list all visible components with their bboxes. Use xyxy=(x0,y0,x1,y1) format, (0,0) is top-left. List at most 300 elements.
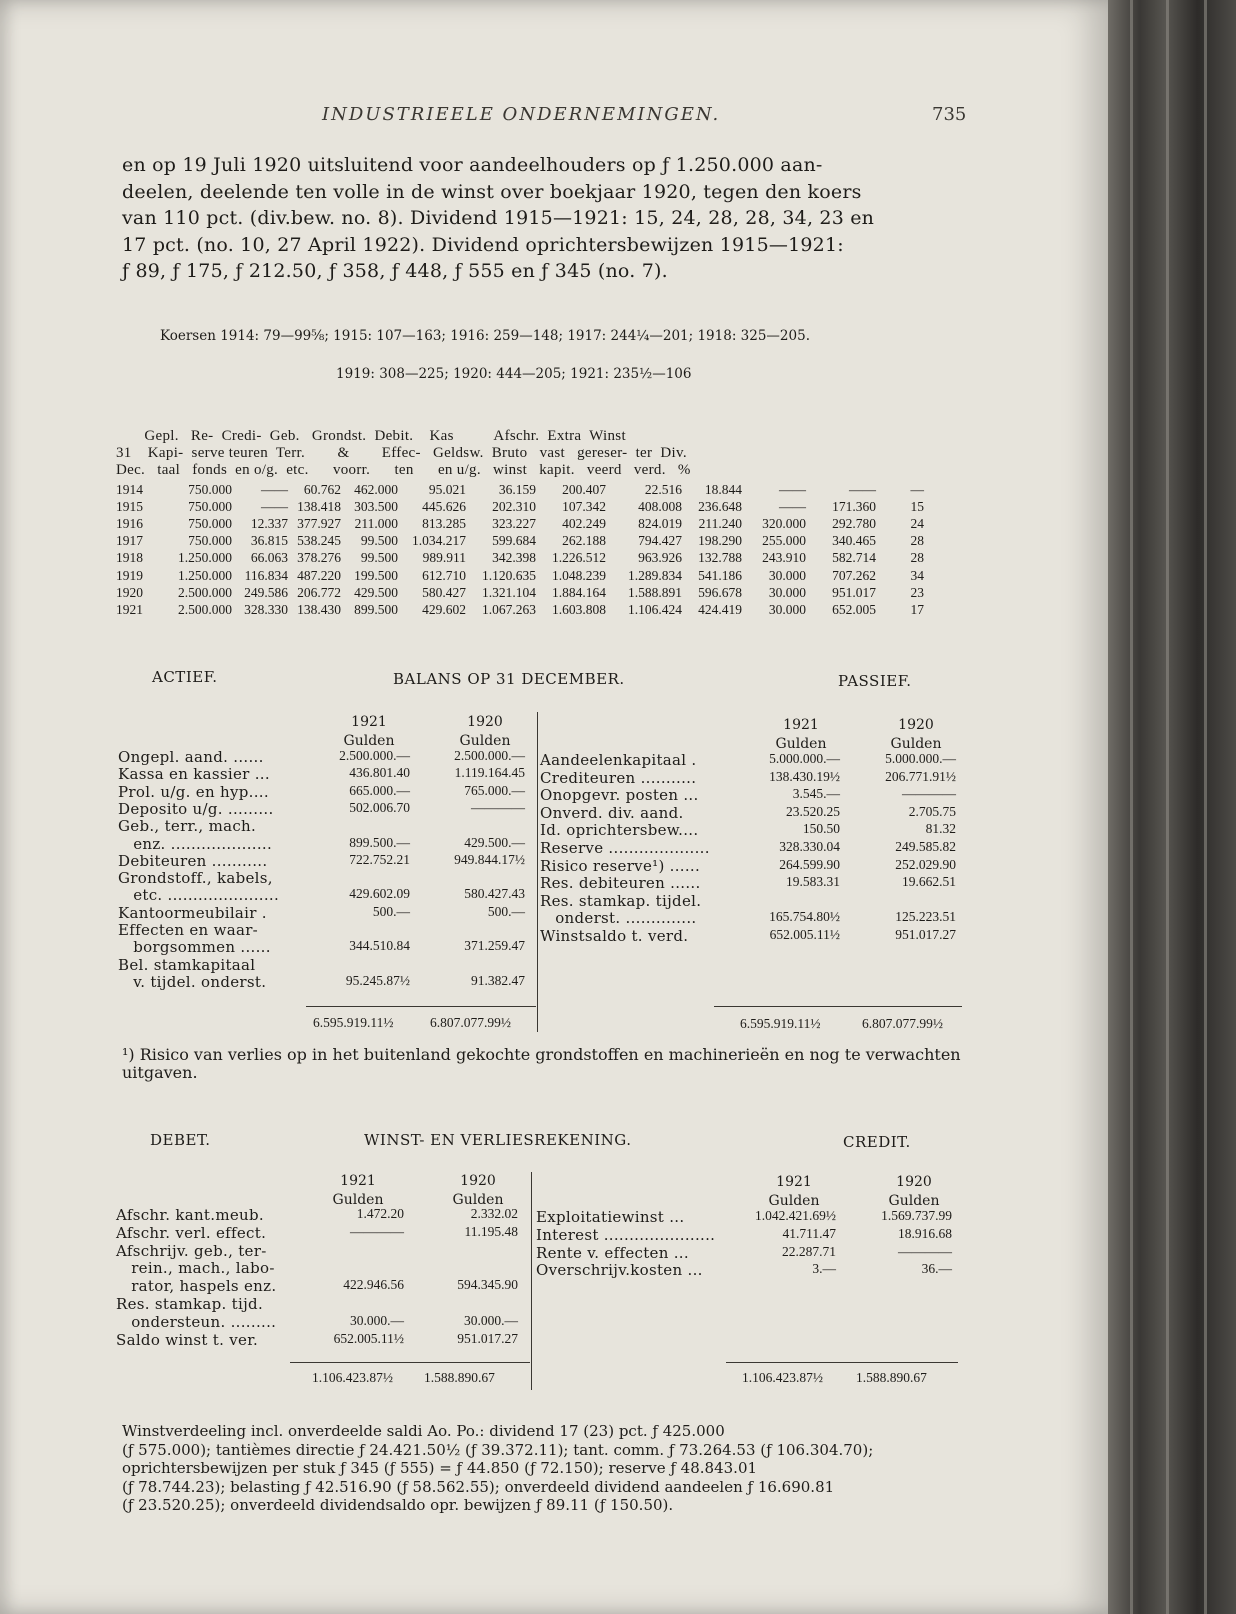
col-year-label: 1921 xyxy=(340,1173,376,1189)
ledger-amount: ———— xyxy=(471,799,525,815)
table-cell: 429.500 xyxy=(354,584,398,600)
ledger-amount: 150.50 xyxy=(802,821,840,837)
col-year-label: 1921 xyxy=(351,714,387,730)
table-cell: 171.360 xyxy=(832,499,876,515)
table-cell: 340.465 xyxy=(832,533,876,549)
table-cell: 243.910 xyxy=(762,550,806,566)
table-cell: 12.337 xyxy=(250,516,288,532)
table-cell: 28 xyxy=(910,550,924,566)
table-cell: 107.342 xyxy=(562,499,606,515)
intro-line: ƒ 89, ƒ 175, ƒ 212.50, ƒ 358, ƒ 448, ƒ 555 en ƒ 345 (no. 7). xyxy=(122,260,668,282)
table-cell: 750.000 xyxy=(188,516,232,532)
intro-line: deelen, deelende ten volle in de winst over boekjaar 1920, tegen den koers xyxy=(122,180,862,203)
ledger-row xyxy=(116,1331,522,1350)
page-number: 735 xyxy=(932,104,967,125)
ledger-row xyxy=(540,751,960,770)
debet-title: DEBET. xyxy=(150,1131,211,1149)
ledger-amount: 652.005.11½ xyxy=(333,1330,404,1346)
ledger-row xyxy=(116,1277,522,1296)
table-cell: 30.000 xyxy=(768,584,806,600)
table-cell: 1.120.635 xyxy=(482,567,536,583)
ledger-amount: 23.520.25 xyxy=(786,803,840,819)
ledger-amount: 1.569.737.99 xyxy=(881,1208,952,1223)
ledger-amount: 429.500.— xyxy=(464,834,525,850)
table-cell: 750.000 xyxy=(188,482,232,497)
year-cell: 1918 xyxy=(116,550,143,566)
year-cell: 1921 xyxy=(116,601,143,617)
table-cell: 1.106.424 xyxy=(628,601,682,617)
table-cell: 323.227 xyxy=(492,516,536,532)
intro-paragraph xyxy=(122,152,968,285)
ledger-row xyxy=(118,748,529,767)
table-cell: 28 xyxy=(910,533,924,549)
koersen-line: 1919: 308—225; 1920: 444—205; 1921: 235½—106 xyxy=(336,366,692,382)
ledger-label: Risico reserve¹) ...... xyxy=(540,856,701,875)
table-cell: 66.063 xyxy=(250,550,288,566)
table-cell: 2.500.000 xyxy=(178,601,232,617)
ledger-row xyxy=(536,1226,956,1245)
ledger-amount: 81.32 xyxy=(925,821,956,837)
ledger-amount: 951.017.27 xyxy=(457,1330,518,1346)
table-row xyxy=(116,568,966,584)
ledger-amount: 899.500.— xyxy=(349,834,410,850)
intro-line: 17 pct. (no. 10, 27 April 1922). Dividend oprichtersbewijzen 1915—1921: xyxy=(122,233,844,256)
table-cell: 487.220 xyxy=(297,567,341,583)
table-cell: 211.000 xyxy=(354,516,398,532)
table-cell: 1.067.263 xyxy=(482,601,536,617)
winstverdeeling-line: Winstverdeeling incl. onverdeelde saldi Ao. Po.: dividend 17 (23) pct. ƒ 425.000 xyxy=(122,1422,725,1440)
col-year-label: 1920 xyxy=(896,1174,932,1190)
ledger-amount: 2.705.75 xyxy=(908,803,956,819)
actief-total-1920: 6.807.077.99½ xyxy=(430,1015,511,1030)
book-binding xyxy=(1108,0,1236,1614)
col-unit-label: Gulden xyxy=(890,736,942,752)
ledger-label: rein., mach., labo- xyxy=(116,1259,275,1278)
table-cell: 303.500 xyxy=(354,499,398,515)
ledger-label: Effecten en waar- xyxy=(118,921,259,939)
ledger-row xyxy=(116,1242,522,1261)
ledger-row xyxy=(540,821,960,840)
table-cell: 1.289.834 xyxy=(628,567,682,583)
ledger-row xyxy=(118,817,529,836)
ledger-row xyxy=(540,857,960,876)
table-cell: —— xyxy=(261,482,288,497)
ledger-amount: 206.771.91½ xyxy=(885,768,956,784)
table-cell: 750.000 xyxy=(188,533,232,549)
table-cell: 23 xyxy=(910,584,924,600)
table-cell: 1.250.000 xyxy=(178,567,232,583)
total-rule xyxy=(290,1362,530,1363)
table-cell: 17 xyxy=(910,601,924,617)
table-cell: 2.500.000 xyxy=(178,584,232,600)
ledger-amount: ———— xyxy=(902,786,956,802)
table-cell: 15 xyxy=(910,499,924,515)
table-cell: 596.678 xyxy=(698,584,742,600)
year-cell: 1916 xyxy=(116,516,143,532)
ledger-amount: 2.500.000.— xyxy=(339,748,410,763)
col-unit-label: Gulden xyxy=(332,1192,384,1208)
ledger-amount: 91.382.47 xyxy=(471,972,525,988)
ledger-amount: 22.287.71 xyxy=(782,1243,836,1259)
table-cell: 116.834 xyxy=(244,567,288,583)
ledger-row xyxy=(116,1313,522,1332)
ledger-label: Id. oprichtersbew.... xyxy=(540,821,699,840)
ledger-amount: 30.000.— xyxy=(464,1312,518,1328)
table-cell: 813.285 xyxy=(422,516,466,532)
ledger-row xyxy=(116,1295,522,1314)
ledger-amount: 41.711.47 xyxy=(782,1225,836,1241)
ledger-row xyxy=(118,886,529,905)
debet-total-1920: 1.588.890.67 xyxy=(424,1370,495,1385)
credit-total-1921: 1.106.423.87½ xyxy=(742,1370,823,1385)
ledger-amount: 422.946.56 xyxy=(343,1277,404,1293)
ledger-row xyxy=(118,852,529,871)
ledger-label: Prol. u/g. en hyp.... xyxy=(118,782,269,801)
table-cell: 292.780 xyxy=(832,516,876,532)
table-cell: 249.586 xyxy=(244,584,288,600)
table-cell: 652.005 xyxy=(832,601,876,617)
ledger-label: Reserve .................... xyxy=(540,839,710,857)
ledger-amount: 2.332.02 xyxy=(470,1206,518,1221)
column-divider xyxy=(531,1172,532,1390)
ledger-row xyxy=(540,927,960,946)
table-cell: 750.000 xyxy=(188,499,232,515)
ledger-amount: 30.000.— xyxy=(350,1312,404,1328)
ledger-row xyxy=(118,800,529,819)
ledger-amount: 36.— xyxy=(921,1261,952,1277)
col-unit-label: Gulden xyxy=(775,736,827,752)
table-cell: 794.427 xyxy=(638,533,682,549)
ledger-amount: 5.000.000.— xyxy=(769,751,840,766)
ledger-label: Onopgevr. posten ... xyxy=(540,786,699,805)
ledger-label: Afschr. verl. effect. xyxy=(116,1223,267,1242)
table-cell: 202.310 xyxy=(492,499,536,515)
year-cell: 1915 xyxy=(116,499,143,515)
table-cell: 99.500 xyxy=(360,550,398,566)
ledger-amount: 18.916.68 xyxy=(898,1225,952,1241)
ledger-row xyxy=(118,938,529,957)
table-cell: 462.000 xyxy=(354,482,398,497)
table-row xyxy=(116,482,966,498)
ledger-amount: 765.000.— xyxy=(464,782,525,798)
col-unit-label: Gulden xyxy=(343,733,395,749)
ledger-label: Winstsaldo t. verd. xyxy=(540,927,689,945)
table-cell: 1.884.164 xyxy=(552,584,606,600)
table-cell: 445.626 xyxy=(422,499,466,515)
col-year-label: 1921 xyxy=(776,1174,812,1190)
table-cell: 1.034.217 xyxy=(412,533,466,549)
table-row xyxy=(116,585,966,601)
col-year xyxy=(318,1172,398,1210)
table-cell: 707.262 xyxy=(832,567,876,583)
ledger-amount: 138.430.19½ xyxy=(769,768,840,784)
ledger-amount: 165.754.80½ xyxy=(769,909,840,925)
table-cell: 138.418 xyxy=(297,499,341,515)
table-cell: 1.250.000 xyxy=(178,550,232,566)
ledger-label: Bel. stamkapitaal xyxy=(118,955,256,974)
table-row xyxy=(116,550,966,566)
table-cell: 211.240 xyxy=(698,516,742,532)
ledger-row xyxy=(118,783,529,802)
intro-line: van 110 pct. (div.bew. no. 8). Dividend 1915—1921: 15, 24, 28, 28, 34, 23 en xyxy=(122,207,875,229)
ledger-amount: ———— xyxy=(350,1223,404,1239)
col-unit-label: Gulden xyxy=(768,1193,820,1209)
credit-title: CREDIT. xyxy=(843,1133,911,1151)
col-year xyxy=(876,716,956,754)
table-cell: 262.188 xyxy=(562,533,606,549)
ledger-row xyxy=(116,1206,522,1225)
ledger-amount: 19.662.51 xyxy=(902,874,956,890)
table-cell: 22.516 xyxy=(644,482,682,497)
ledger-amount: 665.000.— xyxy=(349,782,410,798)
table-cell: 402.249 xyxy=(562,516,606,532)
col-year-label: 1920 xyxy=(460,1173,496,1189)
ledger-label: ondersteun. ......... xyxy=(116,1312,277,1331)
ledger-amount: 949.844.17½ xyxy=(454,851,525,867)
actief-title: ACTIEF. xyxy=(152,668,218,686)
ledger-amount: 328.330.04 xyxy=(779,839,840,854)
ledger-label: Exploitatiewinst ... xyxy=(536,1208,685,1226)
table-cell: 36.159 xyxy=(498,482,536,497)
table-cell: 342.398 xyxy=(492,550,536,566)
ledger-label: Interest ...................... xyxy=(536,1225,716,1244)
actief-total-1921: 6.595.919.11½ xyxy=(313,1015,394,1030)
ledger-amount: 3.— xyxy=(812,1261,836,1277)
ledger-row xyxy=(540,786,960,805)
table-cell: 408.008 xyxy=(638,499,682,515)
ledger-amount: 5.000.000.— xyxy=(885,751,956,766)
table-cell: 60.762 xyxy=(303,482,341,497)
col-year xyxy=(334,713,404,751)
passief-title: PASSIEF. xyxy=(838,672,912,690)
ledger-label: etc. ...................... xyxy=(118,886,280,905)
table-header-line: 31 Kapi- serve teuren Terr. & Effec- Geldsw. Bruto vast gereser- ter Div. xyxy=(116,445,687,461)
intro-line: en op 19 Juli 1920 uitsluitend voor aandeelhouders op ƒ 1.250.000 aan- xyxy=(122,154,823,176)
ledger-label: borgsommen ...... xyxy=(118,938,271,957)
col-year xyxy=(874,1173,954,1211)
col-year xyxy=(438,1172,518,1210)
ledger-label: Kassa en kassier ... xyxy=(118,765,270,784)
table-cell: 899.500 xyxy=(354,601,398,617)
table-row xyxy=(116,602,966,618)
ledger-label: Grondstoff., kabels, xyxy=(118,869,273,888)
year-cell: 1919 xyxy=(116,567,143,583)
ledger-amount: 344.510.84 xyxy=(349,938,410,954)
table-cell: 95.021 xyxy=(428,482,466,497)
ledger-amount: 500.— xyxy=(372,903,410,919)
ledger-row xyxy=(536,1244,956,1263)
winstverdeeling-line: (ƒ 23.520.25); onverdeeld dividendsaldo opr. bewijzen ƒ 89.11 (ƒ 150.50). xyxy=(122,1496,674,1514)
ledger-label: Onverd. div. aand. xyxy=(540,803,684,822)
table-cell: 30.000 xyxy=(768,567,806,583)
table-cell: 377.927 xyxy=(297,516,341,532)
table-cell: 206.772 xyxy=(297,584,341,600)
ledger-row xyxy=(118,765,529,784)
ledger-amount: 2.500.000.— xyxy=(454,748,525,763)
ledger-label: Kantoormeubilair . xyxy=(118,903,267,922)
ledger-label: onderst. .............. xyxy=(540,909,697,928)
col-year xyxy=(762,716,840,754)
ledger-row xyxy=(118,835,529,854)
ledger-amount: 252.029.90 xyxy=(895,856,956,872)
table-cell: 824.019 xyxy=(638,516,682,532)
table-cell: 30.000 xyxy=(768,601,806,617)
ledger-amount: 951.017.27 xyxy=(895,927,956,942)
passief-total-1920: 6.807.077.99½ xyxy=(862,1016,943,1031)
ledger-amount: 125.223.51 xyxy=(895,909,956,925)
ledger-row xyxy=(118,869,529,888)
ledger-row xyxy=(536,1261,956,1280)
ledger-label: Afschr. kant.meub. xyxy=(116,1206,264,1224)
ledger-row xyxy=(540,804,960,823)
ledger-row xyxy=(540,909,960,928)
table-cell: 138.430 xyxy=(297,601,341,617)
table-cell: 132.788 xyxy=(698,550,742,566)
debet-total-1921: 1.106.423.87½ xyxy=(312,1370,393,1385)
table-cell: 99.500 xyxy=(360,533,398,549)
table-cell: —— xyxy=(779,499,806,515)
table-row xyxy=(116,499,966,515)
col-year-label: 1921 xyxy=(783,717,819,733)
table-cell: 328.330 xyxy=(244,601,288,617)
ledger-row xyxy=(118,904,529,923)
ledger-amount: 371.259.47 xyxy=(464,938,525,954)
ledger-label: Deposito u/g. ......... xyxy=(118,799,274,818)
ledger-label: rator, haspels enz. xyxy=(116,1277,277,1296)
table-cell: — xyxy=(910,482,924,497)
table-cell: 989.911 xyxy=(422,550,466,566)
ledger-amount: 19.583.31 xyxy=(786,874,840,890)
col-unit-label: Gulden xyxy=(459,733,511,749)
ledger-amount: 1.472.20 xyxy=(356,1206,404,1221)
year-cell: 1920 xyxy=(116,584,143,600)
ledger-row xyxy=(116,1224,522,1243)
ledger-amount: 722.752.21 xyxy=(349,851,410,867)
table-cell: 378.276 xyxy=(297,550,341,566)
ledger-row xyxy=(540,839,960,858)
passief-total-1921: 6.595.919.11½ xyxy=(740,1016,821,1031)
table-cell: 599.684 xyxy=(492,533,536,549)
ledger-amount: 264.599.90 xyxy=(779,856,840,872)
credit-total-1920: 1.588.890.67 xyxy=(856,1370,927,1385)
ledger-amount: 436.801.40 xyxy=(349,765,410,781)
ledger-amount: 500.— xyxy=(487,903,525,919)
ledger-label: Res. stamkap. tijd. xyxy=(116,1295,264,1313)
ledger-amount: 502.006.70 xyxy=(349,799,410,815)
ledger-label: Overschrijv.kosten ... xyxy=(536,1261,703,1280)
winstverdeeling-line: (ƒ 78.744.23); belasting ƒ 42.516.90 (ƒ 58.562.55); onverdeeld dividend aandeelen ƒ 16.690.81 xyxy=(122,1477,835,1496)
table-cell: 36.815 xyxy=(250,533,288,549)
table-cell: 538.245 xyxy=(297,533,341,549)
ledger-amount: 95.245.87½ xyxy=(345,972,410,988)
table-cell: 320.000 xyxy=(762,516,806,532)
col-year-label: 1920 xyxy=(467,714,503,730)
table-cell: 963.926 xyxy=(638,550,682,566)
winstverdeeling-line: oprichtersbewijzen per stuk ƒ 345 (ƒ 555) = ƒ 44.850 (ƒ 72.150); reserve ƒ 48.843.01 xyxy=(122,1459,758,1477)
ledger-row xyxy=(540,874,960,893)
ledger-label: Debiteuren ........... xyxy=(118,851,268,870)
ledger-label: Saldo winst t. ver. xyxy=(116,1330,259,1349)
ledger-label: Rente v. effecten ... xyxy=(536,1243,689,1262)
table-cell: 1.321.104 xyxy=(482,584,536,600)
winstverdeeling-paragraph xyxy=(122,1422,968,1515)
ledger-amount: 652.005.11½ xyxy=(769,927,840,942)
ledger-label: Crediteuren ........... xyxy=(540,768,697,787)
ledger-amount: 11.195.48 xyxy=(464,1223,518,1239)
ledger-amount: 1.119.164.45 xyxy=(454,765,525,781)
ledger-label: Ongepl. aand. ...... xyxy=(118,748,264,766)
ledger-amount: 249.585.82 xyxy=(895,839,956,854)
table-cell: 951.017 xyxy=(832,584,876,600)
ledger-label: Aandeelenkapitaal . xyxy=(540,751,697,769)
winstverdeeling-line: (ƒ 575.000); tantièmes directie ƒ 24.421.50½ (ƒ 39.372.11); tant. comm. ƒ 73.264.53 (ƒ 106.304.70); xyxy=(122,1440,874,1459)
ledger-row xyxy=(118,956,529,975)
total-rule xyxy=(306,1006,536,1007)
table-cell: 198.290 xyxy=(698,533,742,549)
ledger-label: Geb., terr., mach. xyxy=(118,817,257,836)
table-header-line: Dec. taal fonds en o/g. etc. voorr. ten en u/g. winst kapit. veerd verd. % xyxy=(116,462,691,478)
col-unit-label: Gulden xyxy=(452,1192,504,1208)
table-cell: —— xyxy=(779,482,806,497)
col-year-label: 1920 xyxy=(898,717,934,733)
table-cell: 18.844 xyxy=(704,482,742,497)
table-cell: 1.226.512 xyxy=(552,550,606,566)
col-unit-label: Gulden xyxy=(888,1193,940,1209)
ledger-row xyxy=(536,1208,956,1227)
ledger-row xyxy=(116,1259,522,1278)
ledger-row xyxy=(118,921,529,940)
koersen-line: Koersen 1914: 79—99⅝; 1915: 107—163; 1916: 259—148; 1917: 244¼—201; 1918: 325—205. xyxy=(160,328,810,344)
table-header-line: Gepl. Re- Credi- Geb. Grondst. Debit. Kas Afschr. Extra Winst xyxy=(116,428,626,444)
table-cell: 582.714 xyxy=(832,550,876,566)
column-divider xyxy=(537,712,538,1032)
table-cell: 612.710 xyxy=(422,567,466,583)
ledger-amount: 580.427.43 xyxy=(464,886,525,902)
total-rule xyxy=(714,1006,962,1007)
table-row xyxy=(116,516,966,532)
table-cell: 1.588.891 xyxy=(628,584,682,600)
table-cell: —— xyxy=(261,499,288,515)
ledger-amount: ———— xyxy=(898,1243,952,1259)
ledger-row xyxy=(118,973,529,992)
table-row xyxy=(116,533,966,549)
table-cell: 429.602 xyxy=(422,601,466,617)
running-head: INDUSTRIEELE ONDERNEMINGEN. xyxy=(322,104,721,125)
ledger-amount: 1.042.421.69½ xyxy=(755,1208,836,1223)
balans-title: BALANS OP 31 DECEMBER. xyxy=(393,670,625,688)
table-cell: 255.000 xyxy=(762,533,806,549)
ledger-label: Afschrijv. geb., ter- xyxy=(116,1241,267,1260)
ledger-amount: 594.345.90 xyxy=(457,1277,518,1293)
ledger-label: Res. stamkap. tijdel. xyxy=(540,891,702,910)
table-cell: 541.186 xyxy=(698,567,742,583)
ledger-row xyxy=(540,892,960,911)
ledger-amount: 429.602.09 xyxy=(349,886,410,902)
ledger-label: enz. .................... xyxy=(118,834,273,853)
ledger-label: v. tijdel. onderst. xyxy=(118,972,267,991)
year-cell: 1914 xyxy=(116,482,143,497)
footnote: ¹) Risico van verlies op in het buitenland gekochte grondstoffen en machinerieën en nog te verwachten uitgaven. xyxy=(122,1045,961,1082)
total-rule xyxy=(726,1362,958,1363)
ledger-row xyxy=(540,769,960,788)
year-cell: 1917 xyxy=(116,533,143,549)
ledger-label: Res. debiteuren ...... xyxy=(540,874,701,893)
table-cell: 236.648 xyxy=(698,499,742,515)
table-cell: 200.407 xyxy=(562,482,606,497)
col-year xyxy=(445,713,525,751)
col-year xyxy=(754,1173,834,1211)
table-cell: 199.500 xyxy=(354,567,398,583)
